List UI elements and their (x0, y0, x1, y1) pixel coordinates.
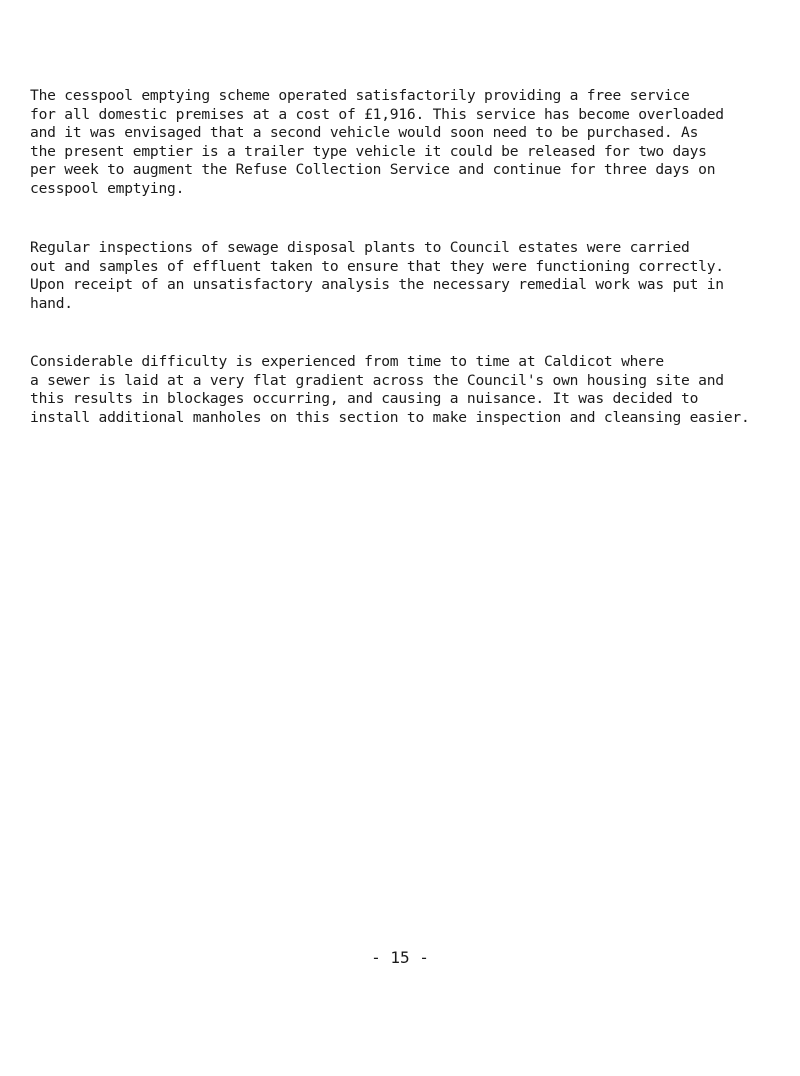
text-line: cesspool emptying. (30, 179, 185, 197)
text-line: a sewer is laid at a very flat gradient across the Council's own housing site and (30, 371, 724, 389)
text-line: install additional manholes on this section to make inspection and cleansing easier. (30, 408, 750, 426)
text-line: Upon receipt of an unsatisfactory analysis the necessary remedial work was put in (30, 276, 724, 294)
text-line: The cesspool emptying scheme operated satisfactorily providing a free service (30, 87, 690, 104)
paragraph-caldicot-sewer (30, 353, 790, 427)
text-line: hand. (30, 294, 73, 312)
text-line: the present emptier is a trailer type vehicle it could be released for two days (30, 142, 707, 160)
paragraph-cesspool-emptying (30, 87, 790, 199)
text-line: out and samples of effluent taken to ensure that they were functioning correctly. (30, 257, 724, 275)
page-number: - 15 - (371, 948, 429, 967)
paragraph-sewage-inspections (30, 239, 790, 313)
text-line: Considerable difficulty is experienced from time to time at Caldicot where (30, 353, 664, 370)
text-line: per week to augment the Refuse Collection Service and continue for three days on (30, 161, 716, 179)
text-line: for all domestic premises at a cost of £1,916. This service has become overloaded (30, 105, 724, 123)
text-line: this results in blockages occurring, and causing a nuisance. It was decided to (30, 390, 699, 408)
text-line: Regular inspections of sewage disposal plants to Council estates were carried (30, 239, 690, 256)
text-line: and it was envisaged that a second vehicle would soon need to be purchased. As (30, 124, 699, 142)
